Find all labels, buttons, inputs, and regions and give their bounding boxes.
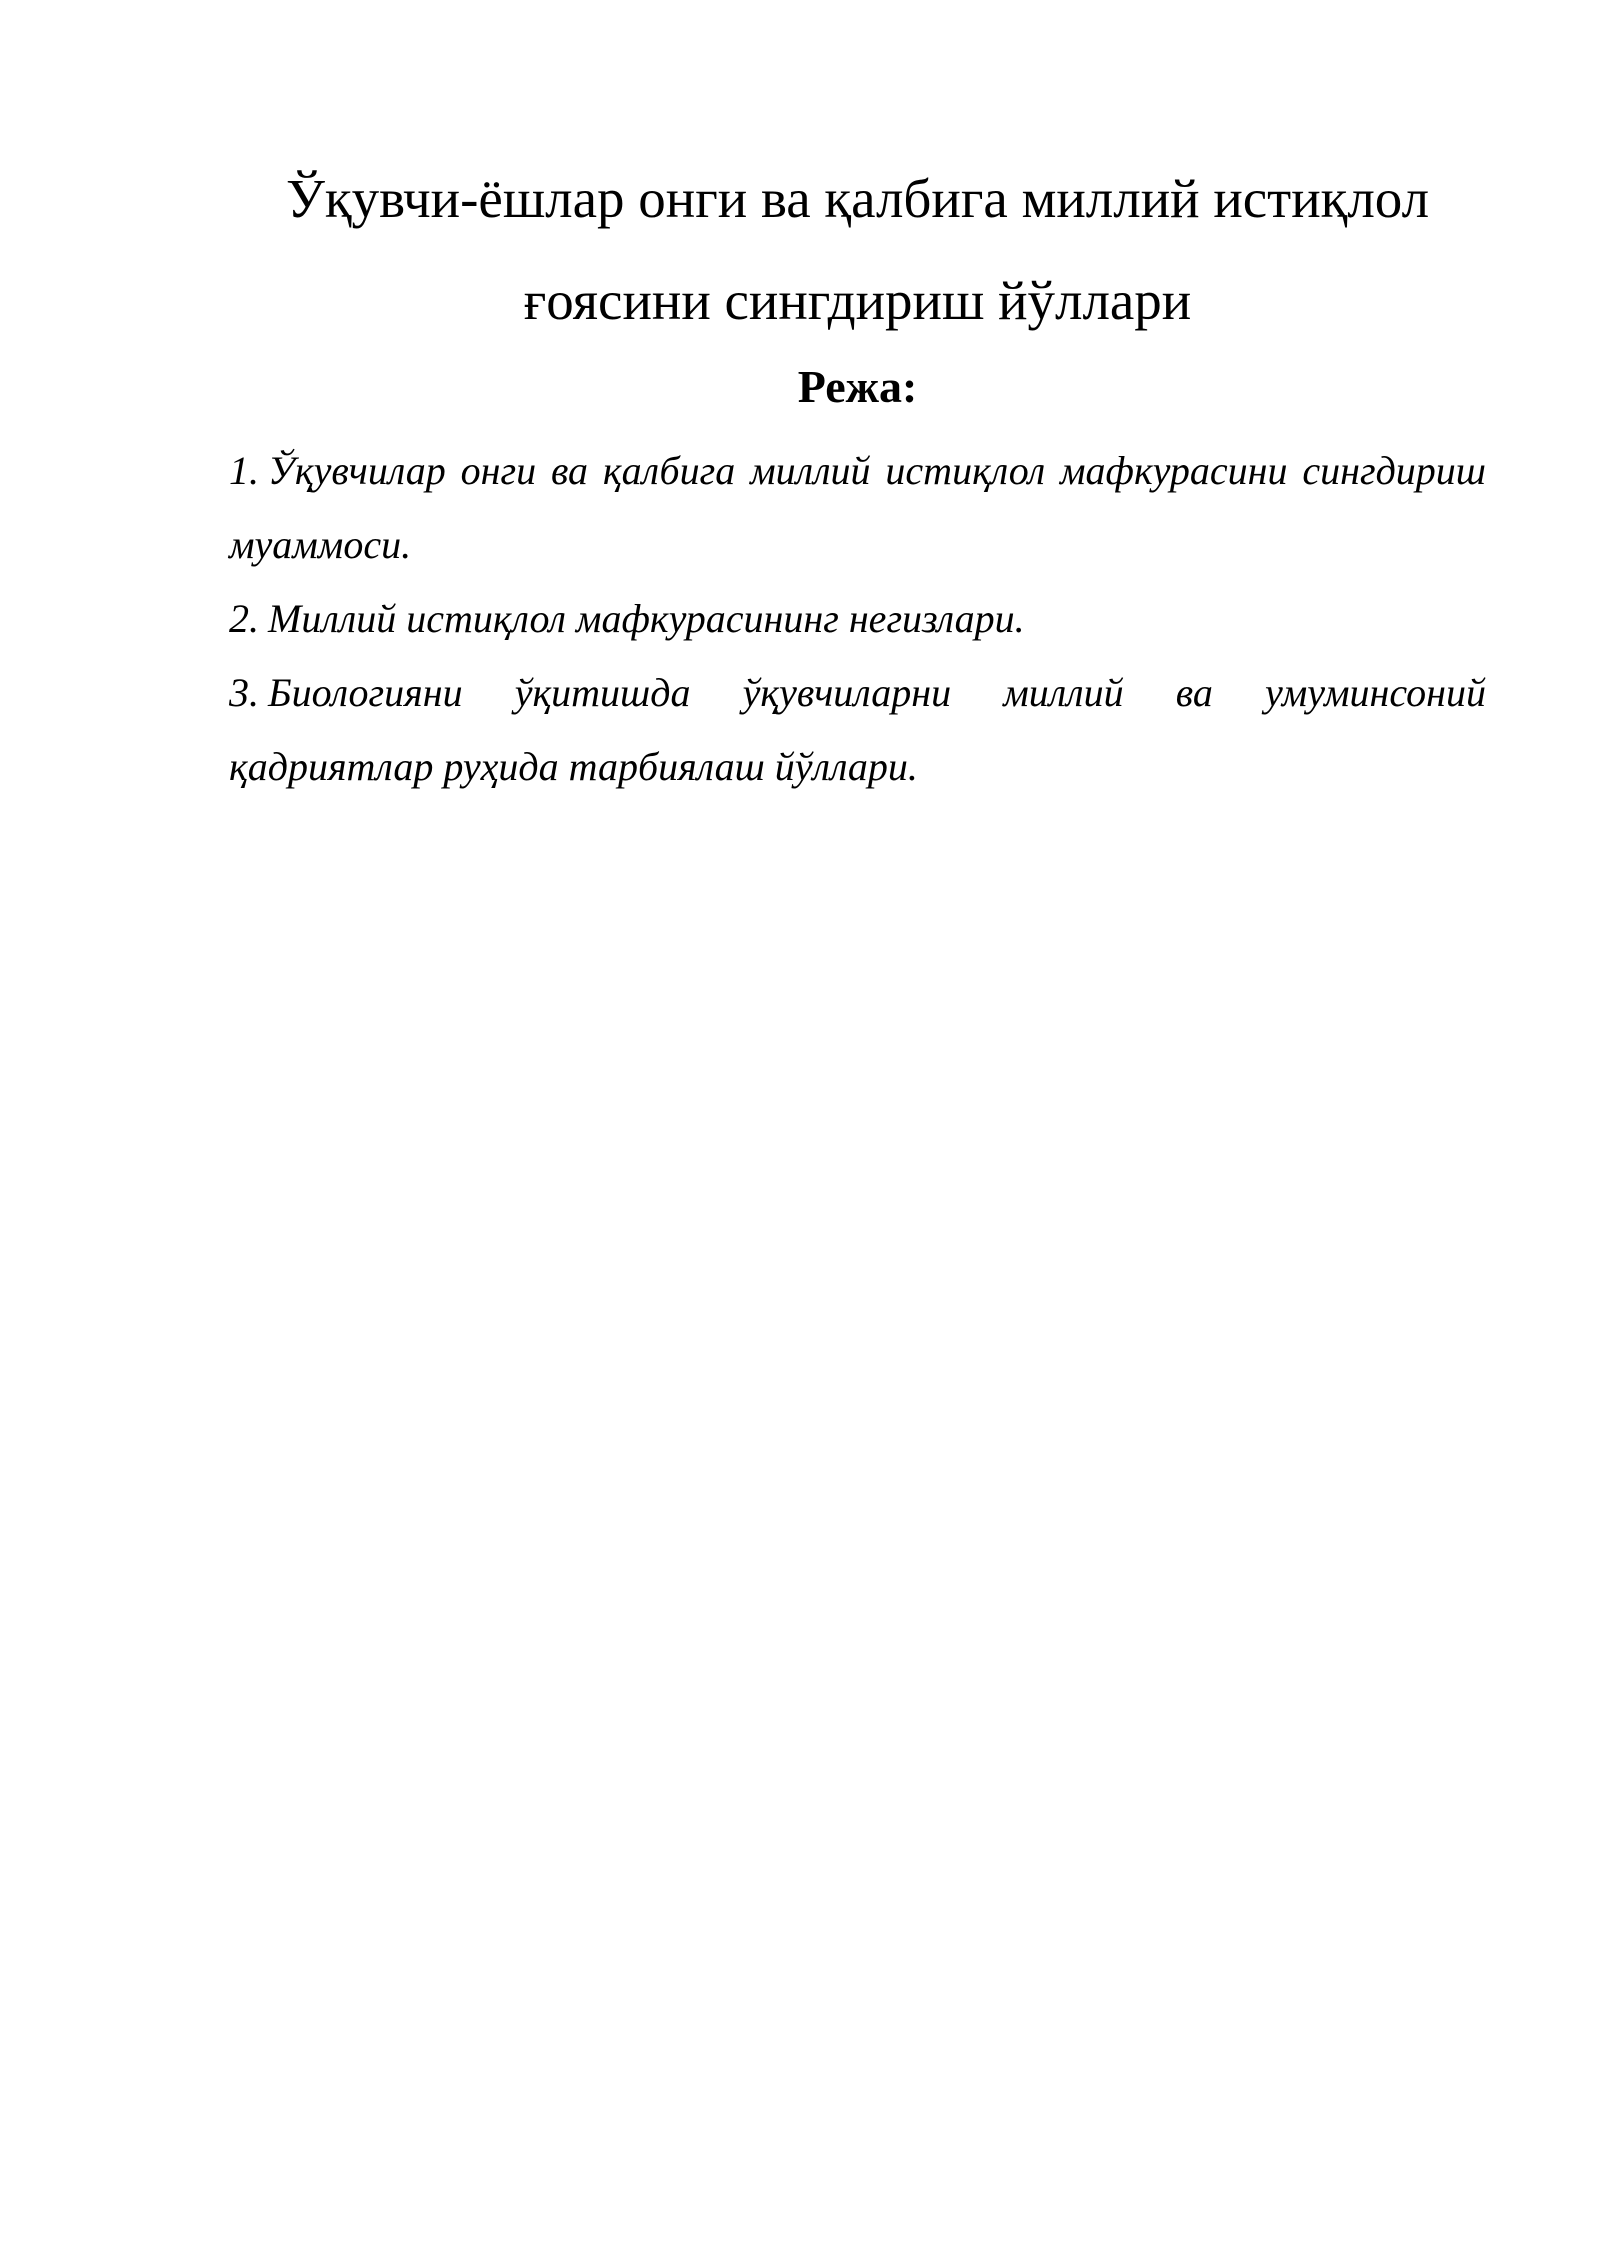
plan-heading: Режа: — [797, 361, 918, 412]
plan-item-text: Биологияни ўқитишда ўқувчиларни миллий ва умуминсоний қадриятлар руҳида тарбиялаш йўллари. — [229, 670, 1486, 789]
plan-list — [229, 434, 1486, 804]
plan-item-number: 3. — [229, 670, 259, 715]
plan-item-number: 1. — [229, 448, 259, 493]
document-title: Ўқувчи-ёшлар онги ва қалбига миллий истиқлол ғоясини сингдириш йўллари — [285, 168, 1430, 331]
plan-item-text: Миллий истиқлол мафкурасининг негизлари. — [268, 596, 1025, 641]
plan-item-number: 2. — [229, 596, 259, 641]
plan-item-text: Ўқувчилар онги ва қалбига миллий истиқлол мафкурасини сингдириш муаммоси. — [229, 448, 1486, 567]
plan-item-1 — [229, 434, 1486, 582]
plan-item-3 — [229, 656, 1486, 804]
plan-item-2 — [229, 582, 1486, 656]
